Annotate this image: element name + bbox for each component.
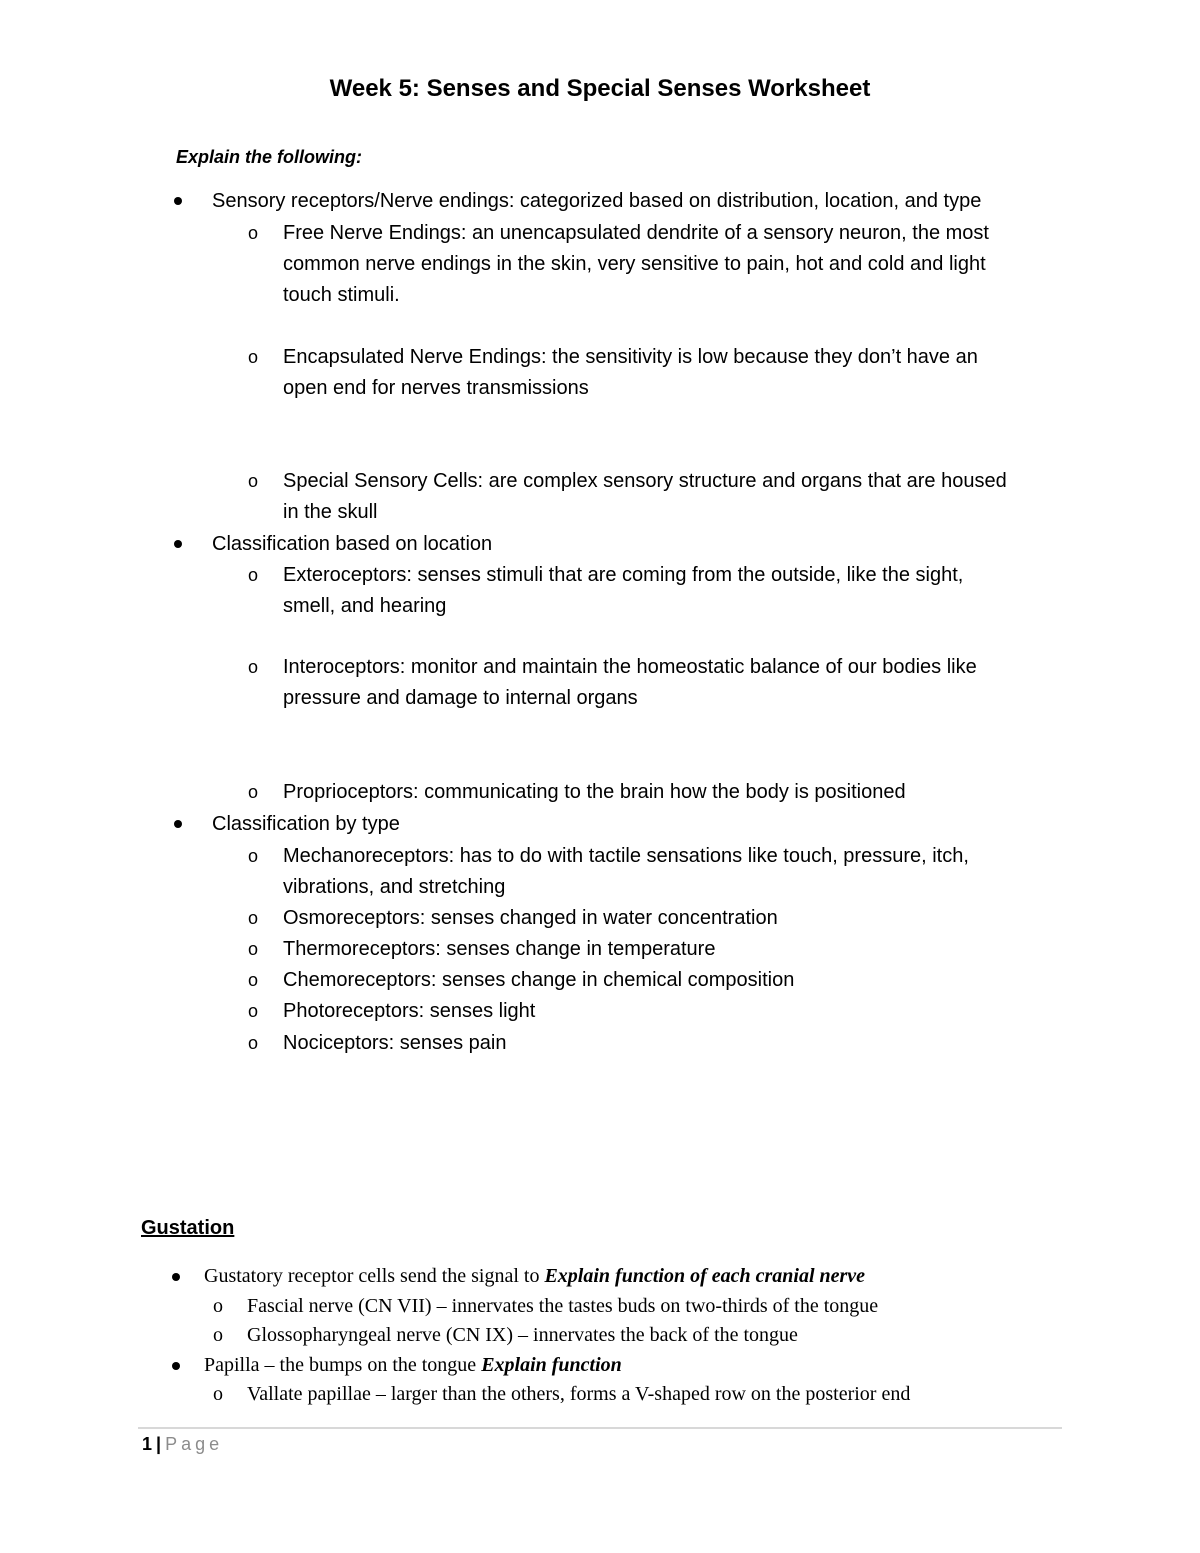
gustation-bullet-papilla [204,1350,622,1380]
gustation-bullet-receptor-cells [204,1261,865,1291]
sub-bullet-marker: o [248,347,259,367]
sub-bullet-marker: o [248,939,259,959]
proprioceptors-line: Proprioceptors: communicating to the brain how the body is positioned [283,781,906,803]
encapsulated-nerve-endings-line-2: open end for nerves transmissions [283,377,589,399]
bullet-dot [174,820,182,828]
gustation-bullet-text: Gustatory receptor cells send the signal to [204,1265,545,1287]
photoreceptors-line: Photoreceptors: senses light [283,1000,536,1022]
bullet-classification-type: Classification by type [212,813,400,835]
sub-bullet-marker: o [248,908,259,928]
glossopharyngeal-nerve-line: Glossopharyngeal nerve (CN IX) – innervates the back of the tongue [247,1324,798,1346]
page-label: Page [165,1434,224,1454]
sub-bullet-marker: o [213,1383,223,1405]
bullet-classification-location: Classification based on location [212,533,493,555]
intro-instruction: Explain the following: [176,147,362,167]
encapsulated-nerve-endings-line-1: Encapsulated Nerve Endings: the sensitivity is low because they don’t have an [283,346,978,368]
papilla-emphasis: Explain function [481,1354,622,1376]
sub-bullet-marker: o [248,657,259,677]
bullet-dot [174,197,182,205]
sub-bullet-marker: o [248,1001,259,1021]
bullet-sensory-receptors: Sensory receptors/Nerve endings: categorized based on distribution, location, and type [212,190,982,212]
chemoreceptors-line: Chemoreceptors: senses change in chemical composition [283,969,795,991]
sub-bullet-marker: o [248,846,259,866]
bullet-dot [172,1362,180,1370]
free-nerve-endings-line-2: common nerve endings in the skin, very sensitive to pain, hot and cold and light [283,253,986,275]
sub-bullet-marker: o [213,1295,223,1317]
mechanoreceptors-line-1: Mechanoreceptors: has to do with tactile sensations like touch, pressure, itch, [283,845,969,867]
interoceptors-line-1: Interoceptors: monitor and maintain the homeostatic balance of our bodies like [283,656,977,678]
exteroceptors-line-2: smell, and hearing [283,595,447,617]
bullet-dot [172,1273,180,1281]
sub-bullet-marker: o [248,782,259,802]
sub-bullet-marker: o [248,970,259,990]
thermoreceptors-line: Thermoreceptors: senses change in temperature [283,938,716,960]
mechanoreceptors-line-2: vibrations, and stretching [283,876,506,898]
interoceptors-line-2: pressure and damage to internal organs [283,687,638,709]
footer-divider [138,1427,1062,1429]
gustation-bullet-emphasis: Explain function of each cranial nerve [544,1265,866,1287]
special-sensory-cells-line-2: in the skull [283,501,378,523]
free-nerve-endings-line-1: Free Nerve Endings: an unencapsulated dendrite of a sensory neuron, the most [283,222,989,244]
nociceptors-line: Nociceptors: senses pain [283,1032,507,1054]
facial-nerve-line: Fascial nerve (CN VII) – innervates the tastes buds on two-thirds of the tongue [247,1295,879,1317]
vallate-papillae-line: Vallate papillae – larger than the others, forms a V-shaped row on the posterior end [247,1383,911,1405]
sub-bullet-marker: o [248,223,259,243]
page-number: 1 [142,1434,153,1454]
footer-separator: | [156,1434,162,1454]
papilla-text: Papilla – the bumps on the tongue [204,1354,482,1376]
page-footer [142,1431,223,1457]
sub-bullet-marker: o [248,565,259,585]
free-nerve-endings-line-3: touch stimuli. [283,284,400,306]
special-sensory-cells-line-1: Special Sensory Cells: are complex sensory structure and organs that are housed [283,470,1007,492]
sub-bullet-marker: o [248,471,259,491]
page-title: Week 5: Senses and Special Senses Worksheet [329,75,871,102]
exteroceptors-line-1: Exteroceptors: senses stimuli that are coming from the outside, like the sight, [283,564,964,586]
bullet-dot [174,540,182,548]
sub-bullet-marker: o [248,1033,259,1053]
gustation-heading: Gustation [141,1217,235,1239]
sub-bullet-marker: o [213,1324,223,1346]
osmoreceptors-line: Osmoreceptors: senses changed in water concentration [283,907,778,929]
